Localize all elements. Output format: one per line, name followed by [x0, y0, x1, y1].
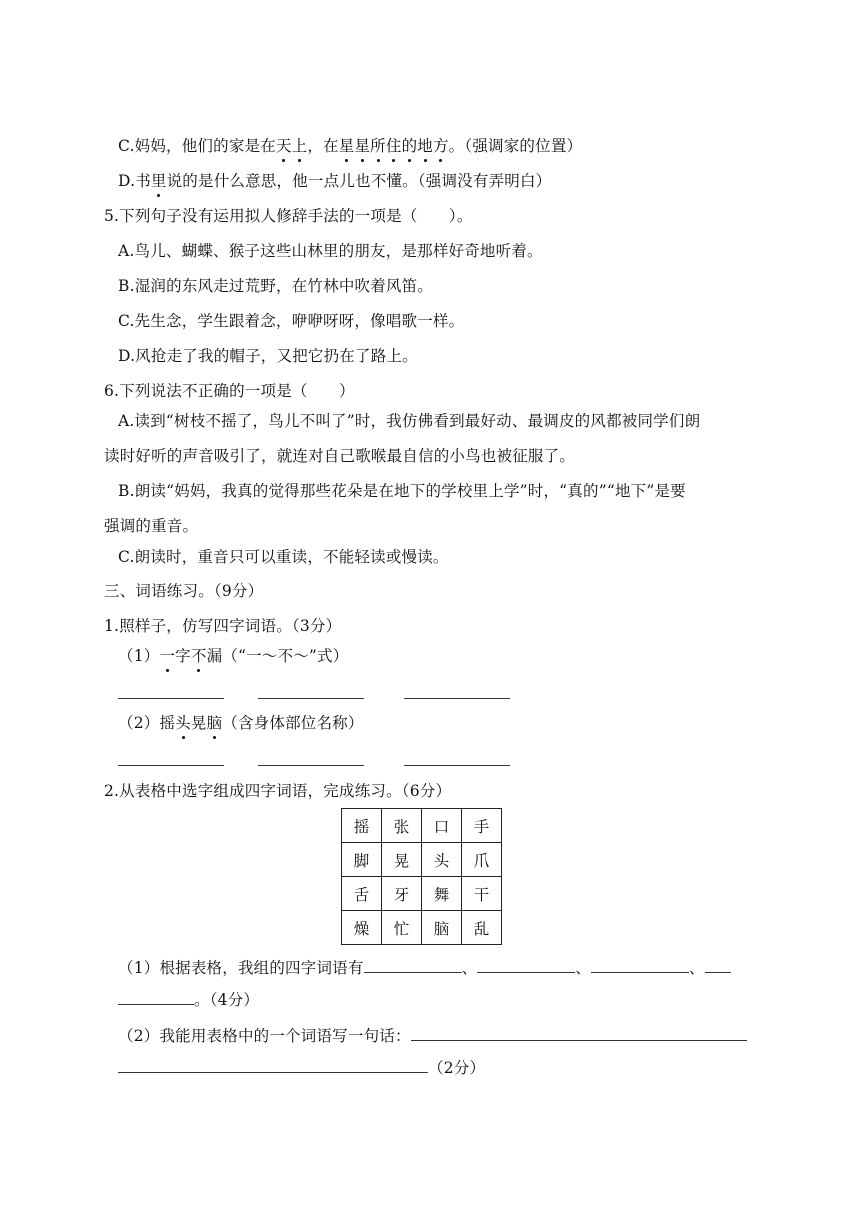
- emphasis-char: 星: [354, 137, 371, 155]
- q5-option-b: B.湿润的东风走过荒野，在竹林中吹着风笛。: [118, 277, 434, 295]
- section3-title: 三、词语练习。（9分）: [104, 582, 264, 600]
- grid-cell: 爪: [462, 843, 502, 877]
- q6-option-a-line2: 读时好听的声音吸引了，就连对自己歌喉最自信的小鸟也被征服了。: [104, 447, 576, 465]
- emphasis-char: 天: [275, 137, 292, 155]
- section3-q2-stem: 2.从表格中选字组成四字词语，完成练习。（6分）: [104, 782, 452, 800]
- grid-cell: 手: [462, 809, 502, 843]
- grid-cell: 摇: [342, 809, 382, 843]
- grid-cell: 头: [422, 843, 462, 877]
- q4-option-d: D.书里说的是什么意思，他一点儿也不懂。（强调没有弄明白）: [118, 172, 552, 190]
- answer-blank-4[interactable]: [118, 765, 224, 766]
- grid-cell: 脑: [422, 911, 462, 945]
- answer-blank-5[interactable]: [258, 765, 364, 766]
- q1-example-2: （2）摇头晃脑（含身体部位名称）: [118, 714, 364, 732]
- q6-option-b-line1: B.朗读“妈妈，我真的觉得那些花朵是在地下的学校里上学”时，“真的”“地下”是要: [118, 482, 686, 500]
- answer-blank-1[interactable]: [118, 698, 224, 699]
- answer-blank-10-cont[interactable]: [118, 990, 194, 1005]
- sentence-blank[interactable]: [411, 1026, 747, 1041]
- emphasis-char: 的: [401, 137, 418, 155]
- q5-option-c: C.先生念，学生跟着念，咿咿呀呀，像唱歌一样。: [118, 312, 465, 330]
- grid-cell: 乱: [462, 911, 502, 945]
- q5-option-d: D.风抢走了我的帽子，又把它扔在了路上。: [118, 347, 418, 365]
- emphasis-char: 头: [175, 714, 191, 732]
- grid-cell: 燥: [342, 911, 382, 945]
- q2-sub2-continuation: （2分）: [118, 1058, 485, 1078]
- grid-row: [342, 877, 502, 911]
- emphasis-char: 地: [417, 137, 433, 155]
- section3-q1-stem: 1.照样子，仿写四字词语。（3分）: [104, 617, 342, 635]
- emphasis-char: 一: [159, 647, 176, 665]
- q4-option-c: C.妈妈，他们的家是在天上，在星星所住的地方。（强调家的位置）: [118, 137, 583, 155]
- q2-sub2: （2）我能用表格中的一个词语写一句话：: [118, 1026, 747, 1046]
- answer-blank-8[interactable]: [477, 958, 575, 973]
- q1-example-1: （1）一字不漏（“一～不～”式）: [118, 647, 349, 665]
- grid-cell: 口: [422, 809, 462, 843]
- grid-cell: 牙: [382, 877, 422, 911]
- q2-sub1-continuation: 。（4分）: [118, 990, 259, 1010]
- q6-option-b-line2: 强调的重音。: [104, 517, 199, 535]
- answer-blank-6[interactable]: [404, 765, 510, 766]
- grid-row: [342, 809, 502, 843]
- grid-cell: 干: [462, 877, 502, 911]
- grid-cell: 舞: [422, 877, 462, 911]
- character-grid: [341, 808, 502, 945]
- emphasis-char: 所: [370, 137, 386, 155]
- emphasis-char: 脑: [206, 714, 223, 732]
- grid-cell: 张: [382, 809, 422, 843]
- grid-row: [342, 911, 502, 945]
- q5-option-a: A.鸟儿、蝴蝶、猴子这些山林里的朋友，是那样好奇地听着。: [118, 242, 543, 260]
- grid-cell: 脚: [342, 843, 382, 877]
- q6-option-c: C.朗读时，重音只可以重读，不能轻读或慢读。: [118, 548, 449, 566]
- q2-sub1: （1）根据表格，我组的四字词语有 、 、 、: [118, 958, 731, 978]
- emphasis-char: 方: [432, 137, 449, 155]
- emphasis-char: 星: [338, 137, 355, 155]
- answer-blank-2[interactable]: [258, 698, 364, 699]
- answer-blank-7[interactable]: [364, 958, 462, 973]
- grid-row: [342, 843, 502, 877]
- answer-blank-3[interactable]: [404, 698, 510, 699]
- q5-stem: 5.下列句子没有运用拟人修辞手法的一项是（ ）。: [104, 207, 473, 225]
- emphasis-char: 住: [385, 137, 402, 155]
- grid-cell: 舌: [342, 877, 382, 911]
- q6-stem: 6.下列说法不正确的一项是（ ）: [104, 382, 355, 400]
- emphasis-char: 上: [291, 137, 308, 155]
- grid-cell: 忙: [382, 911, 422, 945]
- answer-blank-10[interactable]: [705, 958, 731, 973]
- answer-blank-9[interactable]: [591, 958, 689, 973]
- q6-option-a-line1: A.读到“树枝不摇了，鸟儿不叫了”时，我仿佛看到最好动、最调皮的风都被同学们朗: [118, 412, 701, 430]
- emphasis-char: 里: [150, 172, 167, 190]
- emphasis-char: 不: [190, 647, 207, 665]
- grid-cell: 晃: [382, 843, 422, 877]
- sentence-blank-cont[interactable]: [118, 1058, 428, 1073]
